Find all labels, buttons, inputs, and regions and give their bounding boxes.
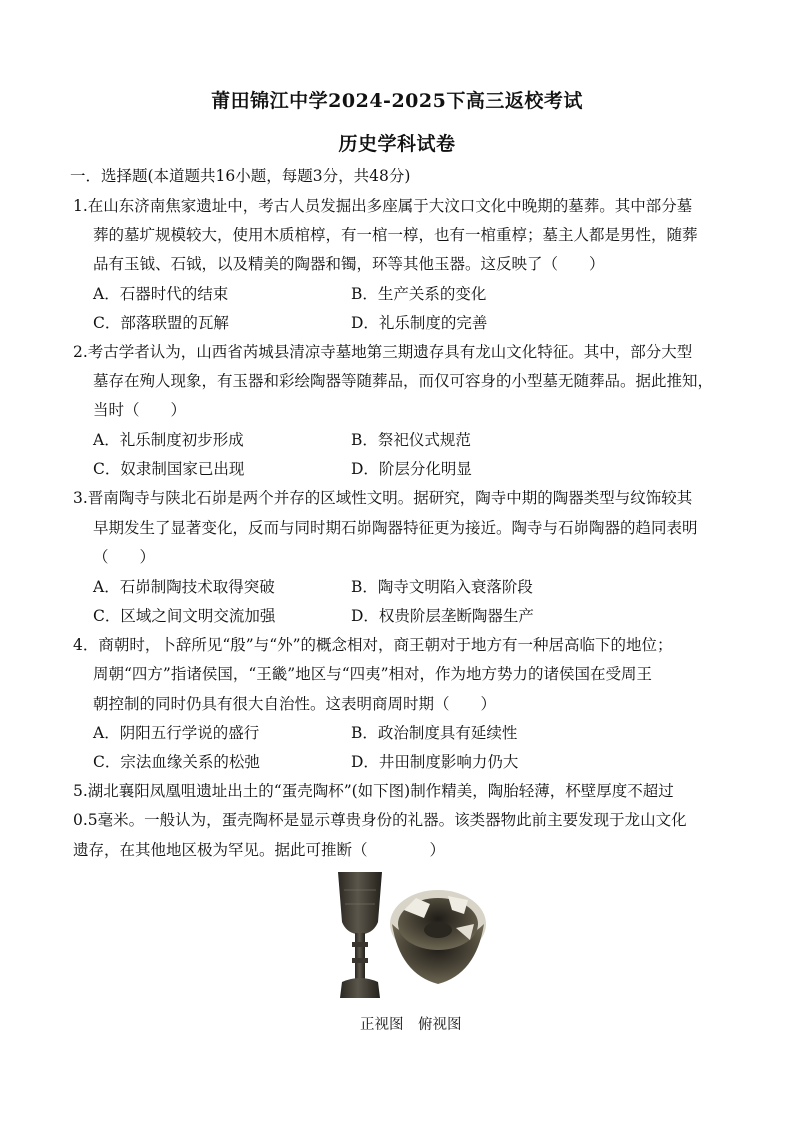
q5-line-3: 遗存，在其他地区极为罕见。据此可推断（ ） — [73, 841, 446, 859]
q3-line-1: 3.晋南陶寺与陕北石峁是两个并存的区域性文明。据研究，陶寺中期的陶器类型与纹饰较其 — [73, 489, 693, 507]
eggshell-cup-top-view — [386, 884, 490, 988]
q4-option-b: B．政治制度具有延续性 — [351, 724, 518, 742]
q3-line-3: （ ） — [93, 548, 156, 566]
q2-option-a: A．礼乐制度初步形成 — [93, 431, 244, 449]
q2-line-2: 墓存在殉人现象，有玉器和彩绘陶器等随葬品，而仅可容身的小型墓无随葬品。据此推知， — [93, 372, 714, 390]
figure-caption: 正视图 俯视图 — [360, 1017, 462, 1033]
q2-option-c: C．奴隶制国家已出现 — [93, 460, 245, 478]
q4-line-2: 周朝“四方”指诸侯国，“王畿”地区与“四夷”相对，作为地方势力的诸侯国在受周王 — [93, 665, 653, 683]
q3-option-b: B．陶寺文明陷入衰落阶段 — [351, 578, 533, 596]
q4-option-c: C．宗法血缘关系的松弛 — [93, 753, 260, 771]
q4-line-1: 4．商朝时，卜辞所见“殷”与“外”的概念相对，商王朝对于地方有一种居高临下的地位； — [73, 636, 673, 654]
exam-subtitle: 历史学科试卷 — [338, 133, 456, 155]
q1-option-c: C．部落联盟的瓦解 — [93, 314, 229, 332]
q4-option-a: A．阴阳五行学说的盛行 — [93, 724, 260, 742]
q2-line-3: 当时（ ） — [93, 401, 187, 419]
q4-option-d: D．井田制度影响力仍大 — [351, 753, 519, 771]
q3-option-d: D．权贵阶层垄断陶器生产 — [351, 607, 534, 625]
q2-option-d: D．阶层分化明显 — [351, 460, 472, 478]
q3-option-a: A．石峁制陶技术取得突破 — [93, 578, 275, 596]
section-heading: 一．选择题(本道题共16小题，每题3分，共48分) — [70, 167, 411, 185]
q3-option-c: C．区域之间文明交流加强 — [93, 607, 276, 625]
q4-line-3: 朝控制的同时仍具有很大自治性。这表明商周时期（ ） — [93, 695, 497, 713]
q5-line-1: 5.湖北襄阳凤凰咀遗址出土的“蛋壳陶杯”(如下图)制作精美，陶胎轻薄，杯壁厚度不超过 — [73, 782, 674, 800]
exam-title: 莆田锦江中学2024-2025下高三返校考试 — [211, 90, 583, 112]
q1-option-a: A．石器时代的结束 — [93, 285, 229, 303]
q1-option-d: D．礼乐制度的完善 — [351, 314, 488, 332]
q5-line-2: 0.5毫米。一般认为，蛋壳陶杯是显示尊贵身份的礼器。该类器物此前主要发现于龙山文化 — [73, 811, 687, 829]
q1-line-2: 葬的墓圹规模较大，使用木质棺椁，有一棺一椁，也有一棺重椁；墓主人都是男性，随葬 — [93, 226, 698, 244]
q3-line-2: 早期发生了显著变化，反而与同时期石峁陶器特征更为接近。陶寺与石峁陶器的趋同表明 — [93, 519, 698, 537]
q2-option-b: B．祭祀仪式规范 — [351, 431, 471, 449]
q1-option-b: B．生产关系的变化 — [351, 285, 487, 303]
q2-line-1: 2.考古学者认为，山西省芮城县清凉寺墓地第三期遗存具有龙山文化特征。其中，部分大型 — [73, 343, 693, 361]
q1-line-3: 品有玉钺、石钺，以及精美的陶器和镯，环等其他玉器。这反映了（ ） — [93, 255, 605, 273]
eggshell-cup-front-view — [334, 870, 386, 1002]
q1-line-1: 1.在山东济南焦家遗址中，考古人员发掘出多座属于大汶口文化中晚期的墓葬。其中部分墓 — [73, 197, 693, 215]
